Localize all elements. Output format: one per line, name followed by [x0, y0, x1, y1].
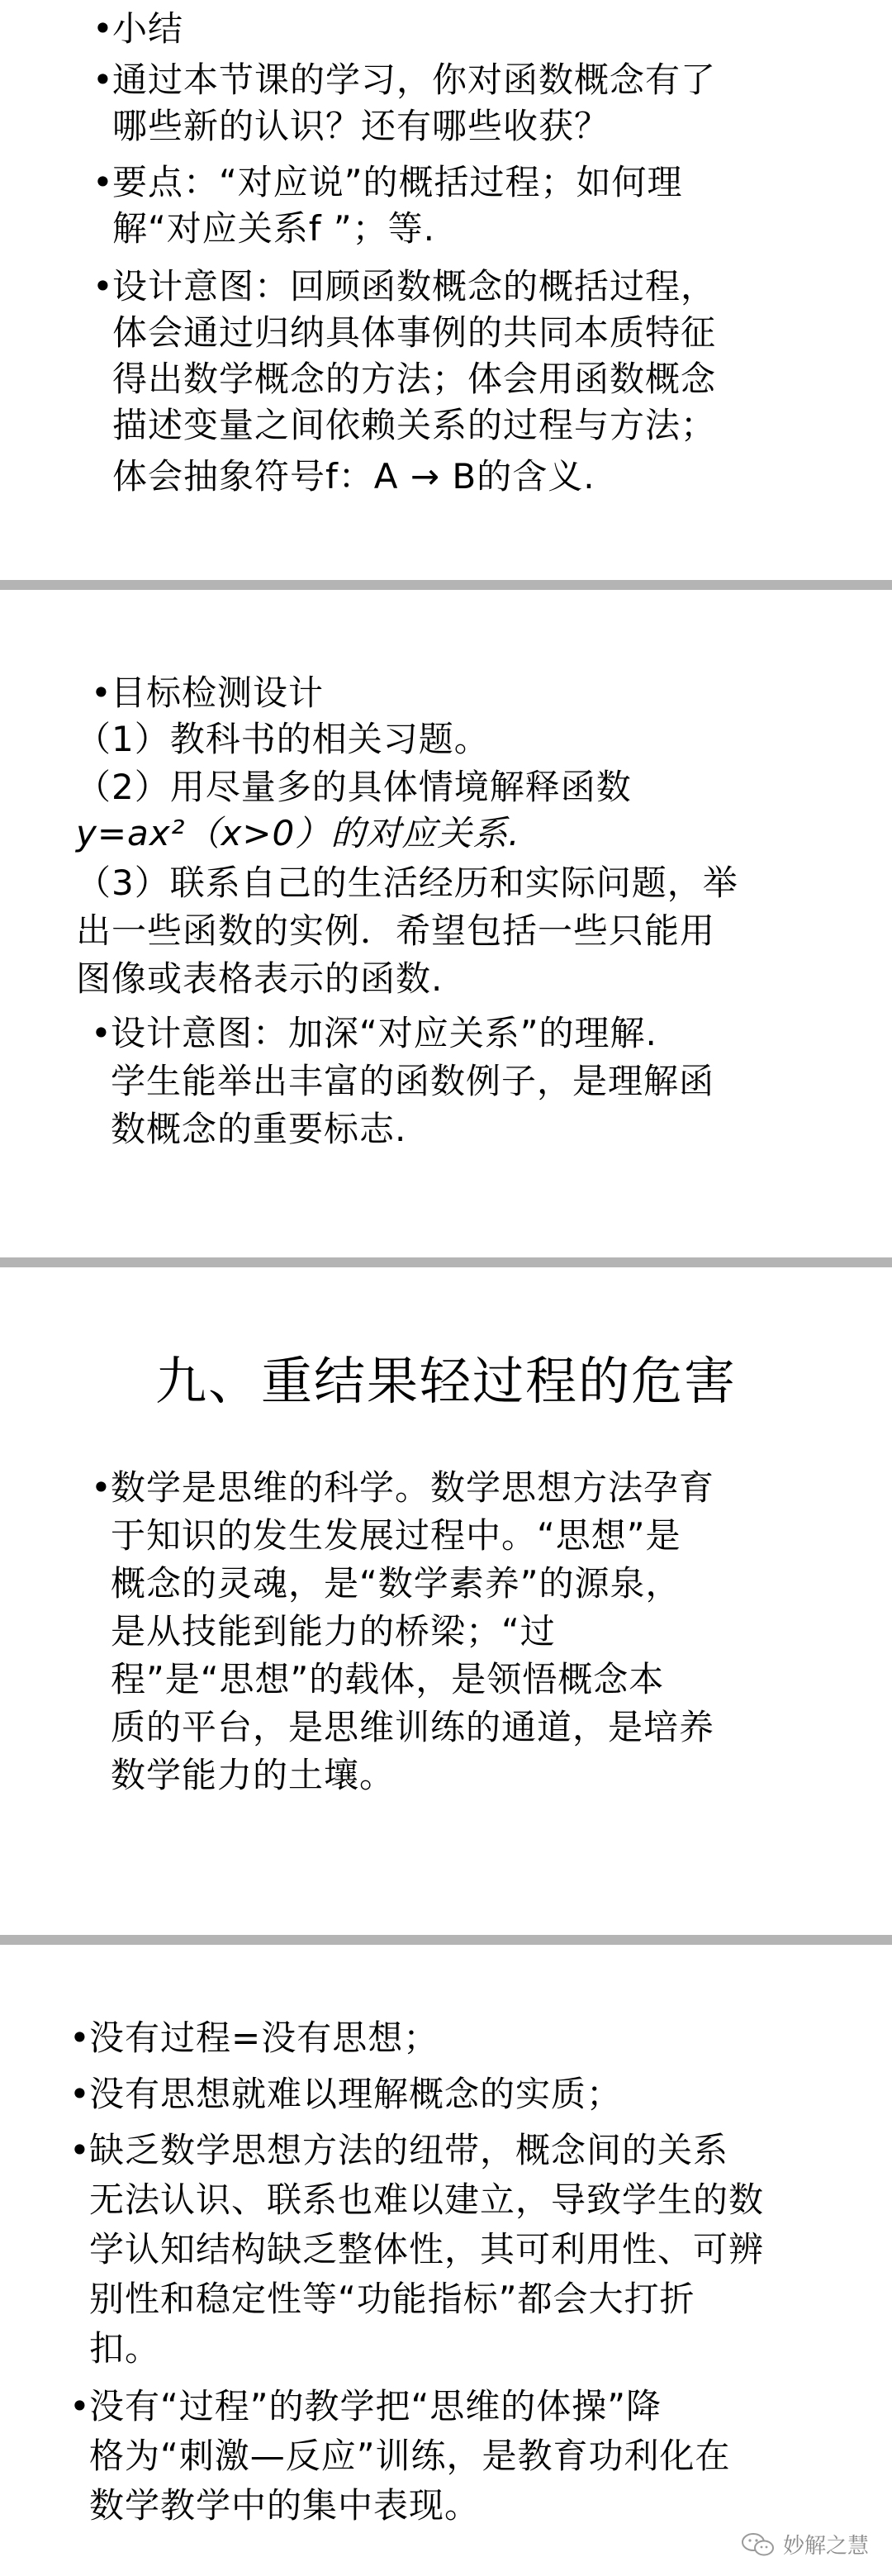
- slide-target-check: [0, 590, 892, 1257]
- bullet: •: [93, 162, 113, 202]
- target-item: （2）用尽量多的具体情境解释函数: [76, 767, 632, 807]
- slide-divider: [0, 580, 892, 590]
- paragraph-line: 于知识的发生发展过程中。“思想”是: [111, 1515, 681, 1556]
- target-item: y=ax²（x>0）的对应关系.: [76, 813, 520, 853]
- paragraph-line: 质的平台，是思维训练的通道，是培养: [111, 1707, 715, 1747]
- slide-no-process: [0, 1945, 892, 2576]
- question-line: 哪些新的认识？还有哪些收获？: [112, 106, 610, 146]
- summary-heading: 小结: [112, 8, 184, 49]
- slide-process-harm: [0, 1267, 892, 1935]
- design-intent-line: 数概念的重要标志.: [111, 1109, 407, 1149]
- list-item: 没有思想就难以理解概念的实质；: [89, 2074, 623, 2114]
- paragraph-line: 是从技能到能力的桥梁；“过: [111, 1611, 556, 1652]
- list-item: 没有“过程”的教学把“思维的体操”降: [89, 2386, 662, 2426]
- bullet: •: [91, 1467, 112, 1508]
- bullet: •: [93, 59, 113, 100]
- wechat-icon: [740, 2531, 776, 2558]
- target-item: 图像或表格表示的函数.: [76, 958, 444, 999]
- paragraph-line: 数学是思维的科学。数学思想方法孕育: [111, 1467, 715, 1508]
- list-item: 没有过程=没有思想；: [89, 2018, 439, 2058]
- watermark: [740, 2529, 869, 2559]
- bullet: •: [69, 2386, 90, 2426]
- design-intent-line: 描述变量之间依赖关系的过程与方法；: [112, 405, 717, 445]
- list-item: 别性和稳定性等“功能指标”都会大打折: [89, 2279, 695, 2319]
- list-item: 缺乏数学思想方法的纽带，概念间的关系: [89, 2130, 729, 2170]
- design-intent-line: 学生能举出丰富的函数例子，是理解函: [111, 1061, 715, 1101]
- target-item: 出一些函数的实例．希望包括一些只能用: [76, 910, 716, 951]
- slide-divider: [0, 1257, 892, 1267]
- bullet: •: [93, 8, 113, 49]
- list-item: 学认知结构缺乏整体性，其可利用性、可辨: [89, 2229, 765, 2269]
- bullet: •: [91, 673, 112, 713]
- section-title: 九、重结果轻过程的危害: [154, 1351, 737, 1411]
- list-item: 无法认识、联系也难以建立，导致学生的数: [89, 2179, 765, 2220]
- watermark-text: 妙解之慧: [782, 2534, 869, 2559]
- bullet: •: [69, 2130, 90, 2170]
- paragraph-line: 程”是“思想”的载体，是领悟概念本: [111, 1659, 665, 1699]
- paragraph-line: 概念的灵魂，是“数学素养”的源泉，: [111, 1563, 681, 1604]
- target-heading: 目标检测设计: [111, 673, 325, 713]
- design-intent-line: 得出数学概念的方法；体会用函数概念: [112, 359, 717, 399]
- slide-divider: [0, 1935, 892, 1945]
- bullet: •: [69, 2074, 90, 2114]
- design-intent-line: 体会抽象符号f：A → B的含义.: [112, 456, 595, 497]
- list-item: 扣。: [89, 2328, 161, 2369]
- design-intent-line: 设计意图：加深“对应关系”的理解.: [111, 1013, 657, 1053]
- design-intent-line: 体会通过归纳具体事例的共同本质特征: [112, 312, 717, 353]
- question-line: 通过本节课的学习，你对函数概念有了: [112, 59, 717, 100]
- target-item: （3）联系自己的生活经历和实际问题，举: [76, 863, 738, 903]
- slide-summary: [0, 0, 892, 578]
- design-intent-line: 设计意图：回顾函数概念的概括过程，: [112, 266, 717, 307]
- bullet: •: [91, 1013, 112, 1053]
- paragraph-line: 数学能力的土壤。: [111, 1755, 396, 1795]
- bullet: •: [93, 266, 113, 307]
- bullet: •: [69, 2018, 90, 2058]
- list-item: 格为“刺激—反应”训练，是教育功利化在: [89, 2436, 731, 2476]
- key-point-line: 要点：“对应说”的概括过程；如何理: [112, 162, 683, 202]
- target-item: （1）教科书的相关习题。: [76, 719, 490, 759]
- key-point-line: 解“对应关系f ”；等.: [112, 208, 436, 249]
- list-item: 数学教学中的集中表现。: [89, 2485, 481, 2526]
